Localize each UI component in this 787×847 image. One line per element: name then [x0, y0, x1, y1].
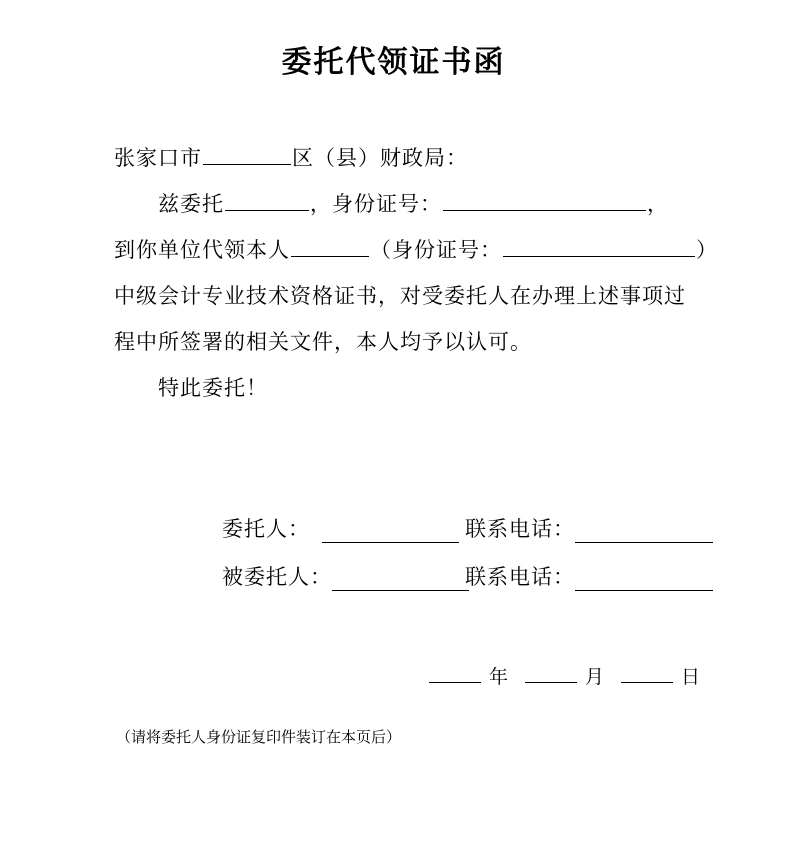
- agent-phone-field: [465, 563, 713, 591]
- entruster-name-field: [222, 515, 459, 543]
- page-title: 委托代领证书函: [281, 46, 506, 79]
- document-body: [114, 135, 718, 411]
- date-line-inner: [425, 658, 713, 689]
- text-run: ，: [647, 192, 669, 216]
- date-month-input[interactable]: [525, 658, 577, 683]
- agent-name-input[interactable]: [332, 563, 469, 591]
- text-run: 程中所签署的相关文件，本人均予以认可。: [114, 330, 532, 354]
- signature-row-agent: [0, 563, 787, 611]
- text-run: 区（县）财政局：: [292, 146, 468, 170]
- text-run: 特此委托！: [158, 376, 268, 400]
- blank-field-entruster-id[interactable]: [443, 188, 646, 211]
- paragraph-certificate: [114, 273, 694, 319]
- footnote: （请将委托人身份证复印件装订在本页后）: [116, 730, 402, 746]
- text-run: 兹委托: [158, 192, 224, 216]
- text-run: 中级会计专业技术资格证书，对受委托人在办理上述事项过: [114, 284, 686, 308]
- agent-label: 被委托人：: [222, 565, 332, 589]
- paragraph-addressee: [114, 135, 694, 181]
- text-run: ，身份证号：: [310, 192, 442, 216]
- agent-phone-label: 联系电话：: [465, 565, 575, 589]
- date-day-input[interactable]: [621, 658, 673, 683]
- entruster-phone-input[interactable]: [575, 515, 713, 543]
- entruster-phone-field: [465, 515, 713, 543]
- entruster-label: 委托人：: [222, 517, 310, 541]
- date-day-unit: 日: [681, 667, 702, 688]
- date-month-unit: 月: [585, 667, 606, 688]
- text-run: 张家口市: [114, 146, 202, 170]
- signature-section: [0, 515, 787, 611]
- paragraph-acknowledge: [114, 319, 694, 365]
- signature-row-entruster: [0, 515, 787, 563]
- paragraph-closing: [114, 365, 694, 411]
- paragraph-entrust: [114, 181, 694, 227]
- text-run: （身份证号：: [370, 238, 502, 262]
- blank-field-agent-id[interactable]: [503, 234, 695, 257]
- entruster-name-input[interactable]: [322, 515, 459, 543]
- blank-field-district[interactable]: [203, 142, 291, 165]
- text-run: 到你单位代领本人: [114, 238, 290, 262]
- date-year-input[interactable]: [429, 658, 481, 683]
- agent-name-field: [222, 563, 469, 591]
- text-run: ）: [696, 238, 718, 262]
- entruster-phone-label: 联系电话：: [465, 517, 575, 541]
- paragraph-collect: [114, 227, 718, 273]
- blank-field-entruster-name[interactable]: [225, 188, 309, 211]
- blank-field-agent-name[interactable]: [291, 234, 369, 257]
- agent-phone-input[interactable]: [575, 563, 713, 591]
- date-year-unit: 年: [489, 667, 510, 688]
